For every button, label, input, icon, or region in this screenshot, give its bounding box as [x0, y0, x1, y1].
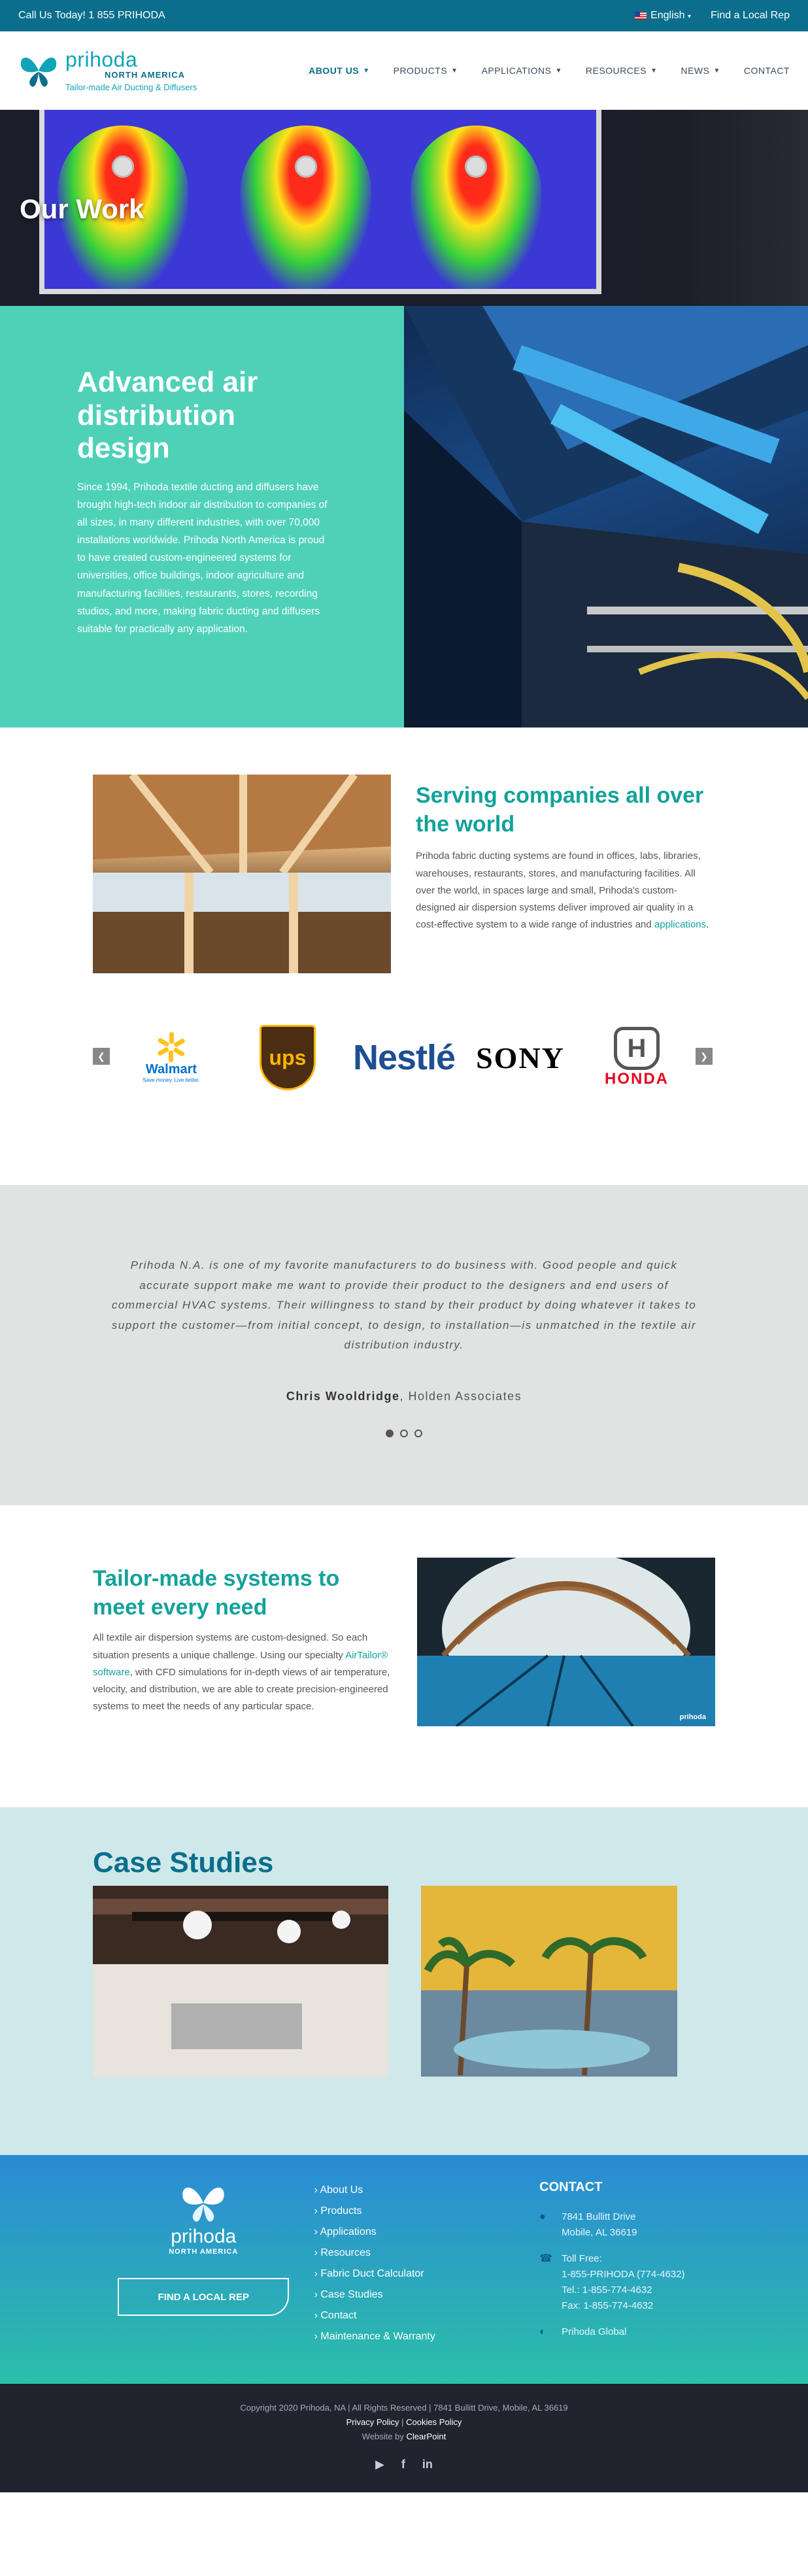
testimonial-author: [111, 1390, 697, 1403]
advanced-section: [0, 306, 808, 728]
author-name: Chris Wooldridge: [286, 1389, 400, 1403]
nav-item-news[interactable]: [681, 65, 720, 76]
map-pin-icon: ●: [539, 2211, 546, 2222]
case-studies-heading: Case Studies: [93, 1847, 274, 1879]
site-logo[interactable]: [18, 49, 197, 92]
footer-phones: [539, 2251, 715, 2314]
diffuser-marker: [465, 156, 487, 178]
nav-item-resources[interactable]: [586, 65, 658, 76]
advanced-text-panel: [0, 306, 404, 728]
footer-address: [539, 2209, 715, 2241]
top-bar: [0, 0, 808, 31]
restaurant-illustration: [93, 1886, 388, 2077]
butterfly-logo-icon: [174, 2180, 233, 2226]
tailor-section: [0, 1505, 808, 1807]
diffuser-marker: [295, 156, 317, 178]
pool-illustration: [417, 1558, 715, 1726]
phone-tel[interactable]: Tel.: 1-855-774-4632: [562, 2284, 652, 2296]
serving-body-text: Prihoda fabric ducting systems are found in offices, labs, libraries, warehouses, restaurants, stores, and manufacturing facilities. All over the world, in spaces large and small, Prihoda's custom-designed air dispersion systems deliver improved air quality in a cost-effective system to a wide range of industries and: [416, 850, 701, 931]
wood-ceiling-library-photo: [93, 775, 391, 973]
walmart-spark-icon: [148, 1032, 194, 1062]
footer-contact: [539, 2180, 715, 2384]
arrow-right-icon[interactable]: ❯: [696, 1048, 713, 1065]
logo-brand: prihoda: [65, 48, 138, 71]
pagination-dot[interactable]: [400, 1430, 408, 1437]
phone-lines: [562, 2251, 684, 2314]
case-studies-row: [93, 1886, 715, 2077]
footer-region: NORTH AMERICA: [169, 2248, 239, 2256]
language-label: English: [650, 10, 685, 21]
client-logo-carousel: [0, 1002, 808, 1185]
site-footer: [0, 2155, 808, 2384]
nav-item-applications[interactable]: [482, 65, 562, 76]
heat-plume: [411, 125, 541, 289]
logo-tagline: Tailor-made Air Ducting & Diffusers: [65, 82, 197, 92]
photo-watermark: prihoda: [679, 1713, 706, 1721]
library-illustration: [93, 775, 391, 973]
phone-fax: Fax: 1-855-774-4632: [562, 2300, 654, 2311]
case-study-card-pool[interactable]: [421, 1886, 677, 2077]
footer-link-maintenance[interactable]: › Maintenance & Warranty: [314, 2331, 435, 2342]
honda-emblem: [614, 1027, 660, 1070]
client-sony: [462, 1022, 579, 1094]
privacy-policy-link[interactable]: Privacy Policy: [346, 2417, 399, 2427]
footer-links: [314, 2180, 540, 2384]
footer-link-resources[interactable]: › Resources: [314, 2247, 371, 2258]
ups-shield: [260, 1025, 316, 1090]
serving-body-end: .: [706, 919, 709, 931]
indoor-pool-photo: [417, 1558, 715, 1726]
hero-banner: [0, 110, 808, 306]
pagination-dot[interactable]: [414, 1430, 422, 1437]
footer-link-applications[interactable]: › Applications: [314, 2226, 377, 2237]
copyright-text: Copyright 2020 Prihoda, NA | All Rights Reserved | 7841 Bullitt Drive, Mobile, AL 36619: [240, 2403, 568, 2413]
indoor-palms-illustration: [421, 1886, 677, 2077]
tailor-copy: [93, 1558, 392, 1807]
nav-label: APPLICATIONS: [481, 65, 552, 76]
find-rep-link[interactable]: Find a Local Rep: [711, 10, 790, 21]
heat-plume: [241, 125, 371, 289]
tailor-body-text: All textile air dispersion systems are custom-designed. So each situation presents a unique challenge. Using our specialty: [93, 1632, 368, 1661]
language-selector[interactable]: [635, 10, 691, 22]
nav-label: CONTACT: [743, 65, 790, 76]
footer-brand: prihoda: [171, 2226, 237, 2247]
footer-brand-column: [93, 2180, 314, 2384]
facebook-icon[interactable]: f: [401, 2458, 405, 2471]
chevron-down-icon: ▼: [650, 67, 658, 75]
agency-link[interactable]: ClearPoint: [406, 2432, 446, 2441]
website-by-label: Website by: [362, 2432, 407, 2441]
serving-body: [416, 848, 715, 933]
advanced-heading: Advanced air distribution design: [77, 366, 258, 465]
chevron-down-icon: ▼: [451, 67, 458, 75]
serving-heading: Serving companies all over the world: [416, 783, 704, 837]
author-company: , Holden Associates: [399, 1389, 522, 1403]
testimonial-quote: Prihoda N.A. is one of my favorite manufacturers to do business with. Good people and quick accurate support make me want to provide their product to the designers and end users of commercial HVAC systems. Their willingness to stand by their product by doing whatever it takes to support the customer—from initial concept, to design, to installation—is unmatched in the textile air distribution industry.: [111, 1259, 697, 1352]
policy-separator: |: [399, 2417, 407, 2427]
footer-link-contact[interactable]: › Contact: [314, 2310, 357, 2321]
tailor-body: [93, 1630, 392, 1715]
client-logo-row: [113, 1022, 695, 1094]
policy-links: [0, 2415, 808, 2430]
linkedin-icon[interactable]: in: [422, 2458, 433, 2471]
pagination-dot[interactable]: [386, 1430, 394, 1437]
chevron-down-icon: ▼: [713, 67, 720, 75]
footer-link-products[interactable]: › Products: [314, 2205, 362, 2216]
main-nav: [309, 65, 790, 76]
diffuser-marker: [112, 156, 134, 178]
chevron-down-icon: ▾: [688, 13, 692, 20]
page-title: Our Work: [20, 193, 144, 224]
nav-item-products[interactable]: [394, 65, 458, 76]
tailor-heading: Tailor-made systems to meet every need: [93, 1566, 340, 1620]
footer-link-label: Case Studies: [320, 2289, 383, 2300]
call-us-text: Call Us Today! 1 855 PRIHODA: [18, 10, 165, 21]
footer-link-label: Products: [320, 2205, 362, 2216]
chevron-down-icon: ▼: [363, 67, 370, 75]
social-links: [0, 2457, 808, 2471]
footer-link-label: Contact: [320, 2310, 357, 2321]
honda-mark: H: [627, 1033, 647, 1063]
globe-icon: ◐: [539, 2326, 546, 2337]
honda-wordmark: HONDA: [605, 1070, 669, 1088]
us-flag-icon: [635, 12, 647, 20]
address-line: Mobile, AL 36619: [562, 2227, 637, 2238]
sony-wordmark: SONY: [476, 1041, 565, 1075]
nav-label: NEWS: [681, 65, 710, 76]
top-bar-right: [635, 10, 790, 22]
applications-link[interactable]: applications: [654, 919, 707, 931]
pool-ducting-photo: [404, 306, 808, 728]
phone-label: Toll Free:: [562, 2253, 602, 2264]
client-honda: [579, 1022, 695, 1094]
arrow-left-icon[interactable]: ❮: [93, 1048, 110, 1065]
logo-region: NORTH AMERICA: [105, 70, 186, 80]
nav-label: RESOURCES: [585, 65, 647, 76]
advanced-body: Since 1994, Prihoda textile ducting and diffusers have brought high-tech indoor air distribution to companies of all sizes, in many different industries, with over 70,000 installations worldwide. Prihoda North America is proud to have created custom-engineered systems for universities, office buildings, indoor agriculture and manufacturing facilities, restaurants, stores, recording studios, and more, making fabric ducting and diffusers suitable for practically any application.: [77, 481, 328, 635]
pool-ducting-illustration: [404, 306, 808, 728]
footer-link-calculator[interactable]: › Fabric Duct Calculator: [314, 2268, 424, 2279]
find-local-rep-button[interactable]: FIND A LOCAL REP: [118, 2278, 289, 2316]
global-link[interactable]: Prihoda Global: [562, 2326, 627, 2337]
walmart-tagline: Save money. Live better.: [143, 1077, 200, 1083]
phone-icon: ☎: [539, 2253, 553, 2264]
youtube-icon[interactable]: ▶: [375, 2458, 384, 2471]
nav-item-contact[interactable]: [744, 65, 790, 76]
ups-wordmark: ups: [269, 1045, 307, 1069]
testimonial-pagination: [111, 1430, 697, 1437]
testimonial-section: [0, 1185, 808, 1505]
copyright-bar: [0, 2384, 808, 2492]
cookies-policy-link[interactable]: Cookies Policy: [406, 2417, 462, 2427]
phone-toll-free[interactable]: 1-855-PRIHODA (774-4632): [562, 2269, 685, 2280]
hero-shade: [599, 110, 808, 306]
client-ups: [229, 1022, 346, 1094]
case-studies-section: [0, 1807, 808, 2155]
case-study-card-restaurant[interactable]: [93, 1886, 388, 2077]
walmart-wordmark: Walmart: [145, 1062, 197, 1077]
butterfly-logo-icon: [18, 51, 59, 90]
footer-link-about-us[interactable]: › About Us: [314, 2184, 363, 2196]
website-credit: [0, 2430, 808, 2444]
airtailor-link[interactable]: AirTailor® software: [93, 1649, 388, 1678]
footer-link-label: Applications: [320, 2226, 377, 2237]
footer-global[interactable]: [539, 2324, 715, 2340]
nestle-wordmark: Nestlé: [352, 1038, 456, 1077]
logo-text: [65, 49, 197, 92]
footer-link-label: Fabric Duct Calculator: [320, 2268, 424, 2279]
footer-link-label: About Us: [320, 2184, 363, 2196]
footer-link-case-studies[interactable]: › Case Studies: [314, 2289, 383, 2300]
footer-link-label: Resources: [320, 2247, 371, 2258]
client-walmart: [113, 1022, 229, 1094]
serving-copy: [416, 775, 715, 1002]
serving-section: [0, 728, 808, 1002]
nav-label: PRODUCTS: [393, 65, 448, 76]
footer-link-label: Maintenance & Warranty: [320, 2331, 435, 2342]
tailor-body-text-2: , with CFD simulations for in-depth views of air temperature, velocity, and distribution, we are able to create precision-engineered systems to meet the needs of any particular space.: [93, 1666, 390, 1713]
client-nestle: [346, 1022, 462, 1094]
site-header: [0, 31, 808, 110]
address-lines: [562, 2209, 637, 2241]
chevron-down-icon: ▼: [555, 67, 562, 75]
nav-item-about-us[interactable]: [309, 65, 370, 76]
footer-contact-heading: CONTACT: [539, 2180, 603, 2194]
nav-label: ABOUT US: [309, 65, 360, 76]
address-line: 7841 Bullitt Drive: [562, 2211, 636, 2222]
